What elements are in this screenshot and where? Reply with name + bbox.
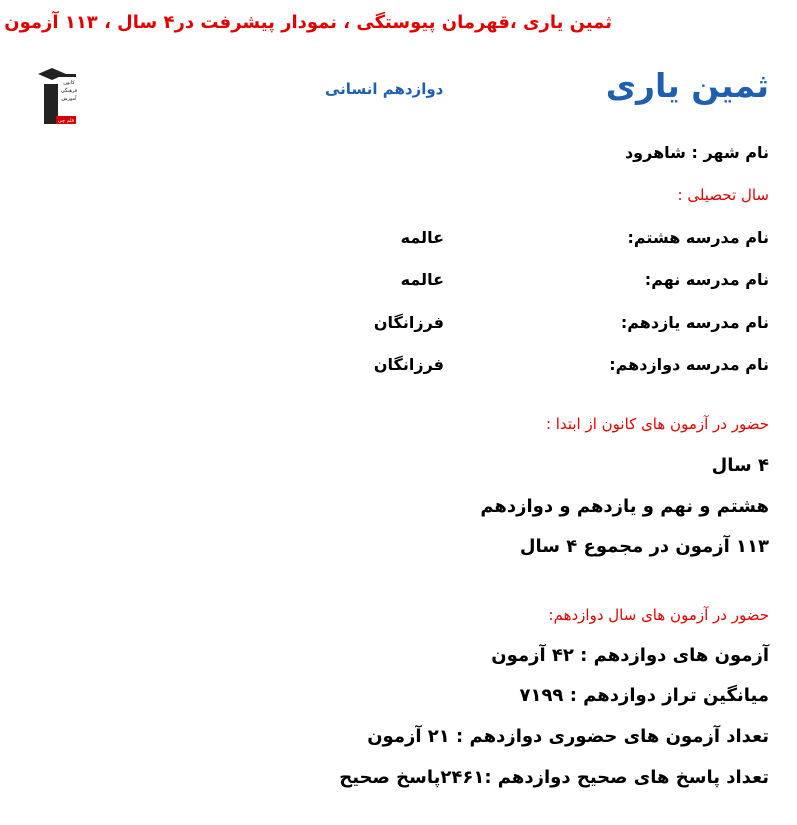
- history-years: ۴ سال: [711, 455, 769, 476]
- history-total: ۱۱۳ آزمون در مجموع ۴ سال: [519, 536, 769, 557]
- school-11-value: فرزانگان: [373, 313, 444, 332]
- logo-line-1: کانون: [63, 80, 75, 86]
- grade-field: دوازدهم انسانی: [325, 80, 444, 98]
- logo-line-2: فرهنگی: [60, 88, 78, 94]
- history-heading: حضور در آزمون های کانون از ابتدا :: [545, 415, 769, 433]
- logo-line-4: قلم چی: [57, 118, 75, 124]
- school-8-label: نام مدرسه هشتم:: [627, 228, 769, 247]
- grade12-correct-answers: تعداد پاسخ های صحیح دوازدهم :۲۴۶۱پاسخ صحیح: [339, 767, 769, 788]
- student-name: ثمین یاری: [605, 66, 769, 105]
- grade12-exams: آزمون های دوازدهم : ۴۲ آزمون: [491, 645, 769, 666]
- school-11-label: نام مدرسه یازدهم:: [620, 313, 769, 332]
- school-8-value: عالمه: [400, 228, 444, 247]
- logo-line-3: آموزش: [61, 96, 77, 102]
- school-12-value: فرزانگان: [373, 355, 444, 374]
- school-9-value: عالمه: [400, 270, 444, 289]
- school-9-label: نام مدرسه نهم:: [644, 270, 769, 289]
- grade12-avg-taraz: میانگین تراز دوازدهم : ۷۱۹۹: [519, 685, 769, 706]
- report-title: ثمین یاری ،قهرمان پیوستگی ، نمودار پیشرفت در۴ سال ، ۱۱۳ آزمون: [4, 12, 612, 33]
- kanoon-graduate-logo-icon: [30, 64, 80, 126]
- grade12-heading: حضور در آزمون های سال دوازدهم:: [548, 606, 769, 624]
- history-grades: هشتم و نهم و یازدهم و دوازدهم: [480, 496, 769, 517]
- school-year-heading: سال تحصیلی :: [677, 186, 769, 204]
- school-12-label: نام مدرسه دوازدهم:: [609, 355, 769, 374]
- grade12-in-person: تعداد آزمون های حضوری دوازدهم : ۲۱ آزمون: [367, 726, 769, 747]
- city-field: نام شهر : شاهرود: [624, 143, 769, 162]
